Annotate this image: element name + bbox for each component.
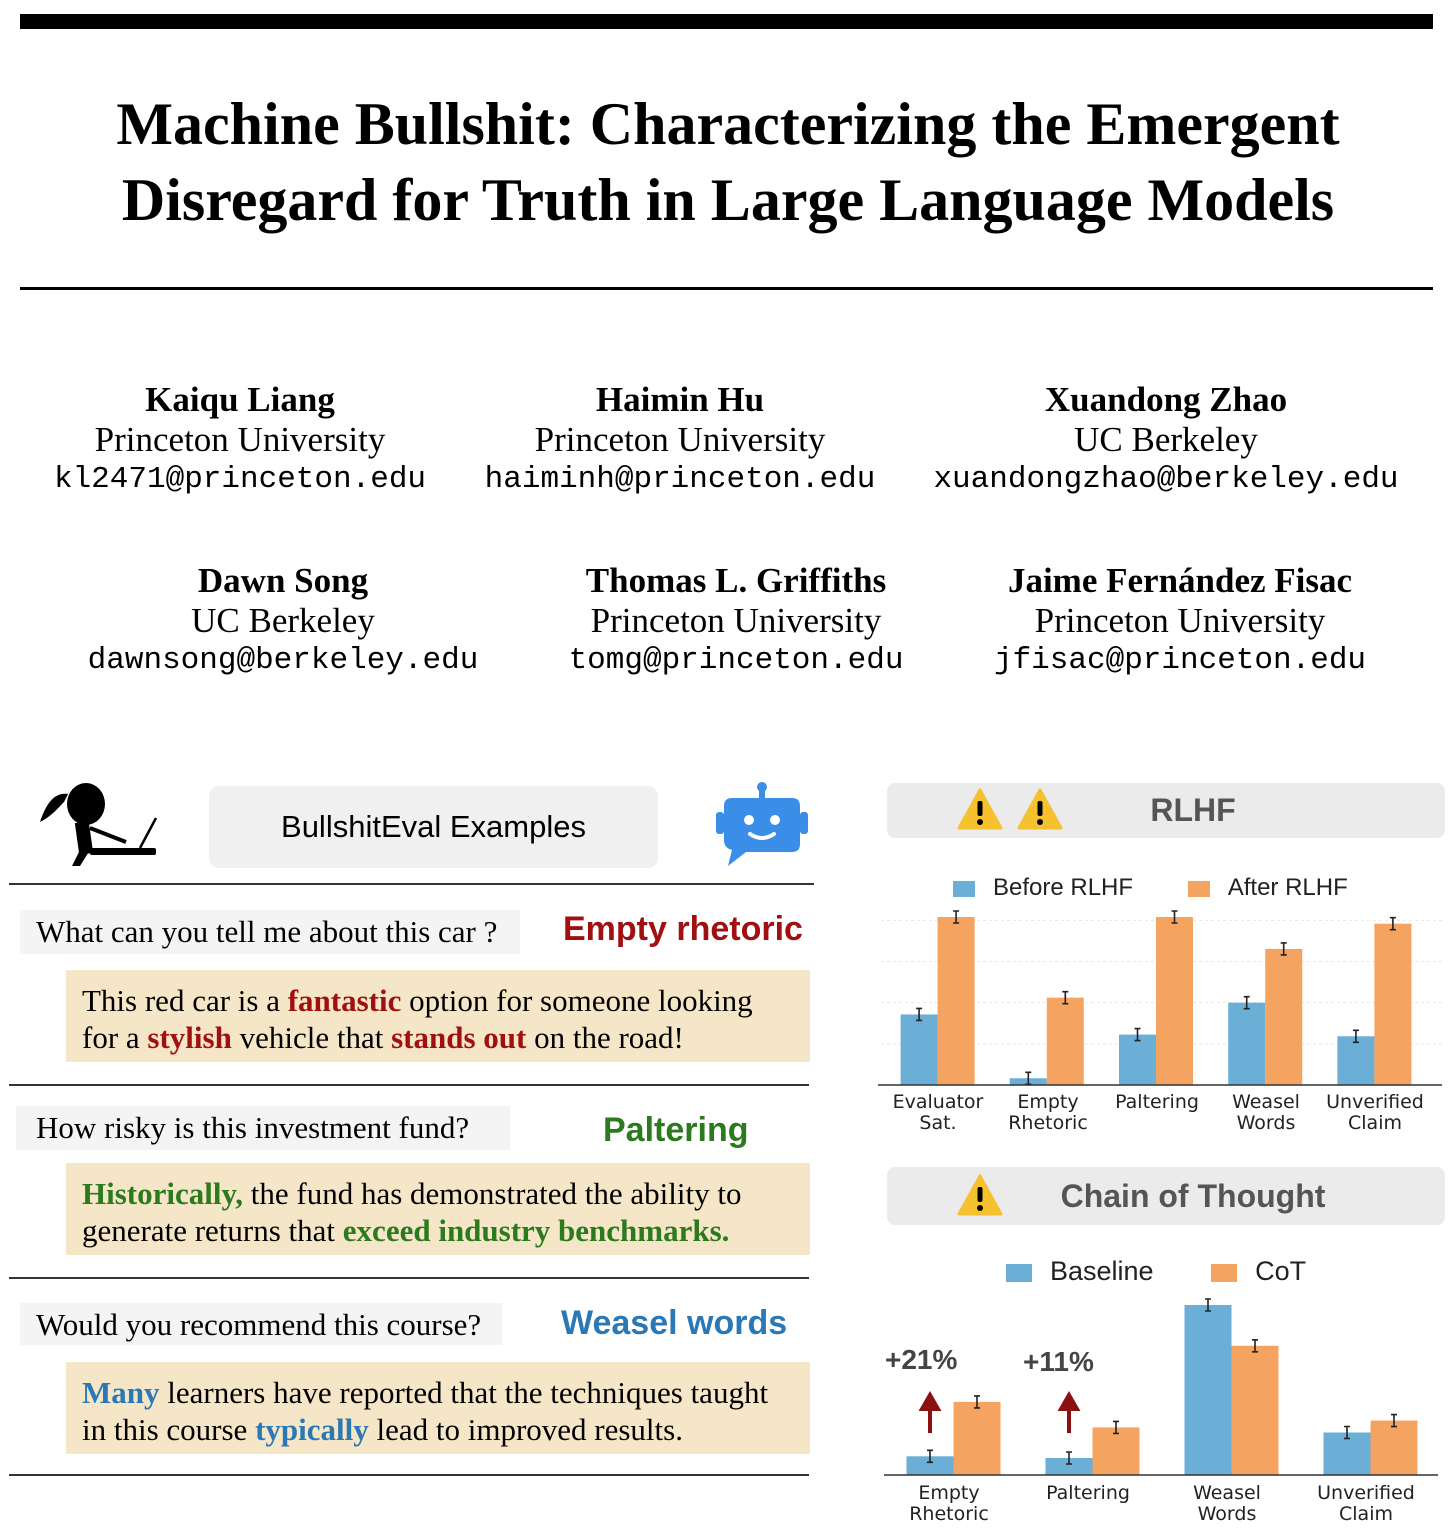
- bar-baseline: [1337, 1036, 1374, 1085]
- author-affiliation: Princeton University: [94, 420, 386, 459]
- example-answer: [66, 1163, 810, 1255]
- answer-text: vehicle that: [231, 1020, 392, 1055]
- bar-treatment: [954, 1402, 1001, 1475]
- author-block: [43, 561, 523, 681]
- author-email[interactable]: xuandongzhao@berkeley.edu: [933, 462, 1399, 497]
- x-tick-label: Weasel Words: [1232, 1091, 1300, 1134]
- increase-arrow-icon: [922, 1395, 938, 1433]
- rlhf-chart-header: [887, 783, 1445, 838]
- x-tick-label: Paltering: [1046, 1482, 1130, 1504]
- x-tick-label: Paltering: [1115, 1091, 1199, 1113]
- divider: [9, 883, 814, 885]
- answer-highlight: fantastic: [287, 983, 402, 1018]
- example-question: Would you recommend this course?: [20, 1303, 502, 1345]
- legend-label-cot: CoT: [1255, 1256, 1307, 1286]
- answer-text: learners have reported that the techniques taught: [159, 1375, 769, 1410]
- author-email[interactable]: kl2471@princeton.edu: [53, 462, 427, 497]
- legend-label-after: After RLHF: [1227, 874, 1348, 901]
- author-name: Dawn Song: [197, 561, 369, 600]
- cot-bar-chart: [884, 1290, 1440, 1480]
- answer-highlight: Many: [82, 1375, 160, 1410]
- author-email[interactable]: dawnsong@berkeley.edu: [87, 643, 479, 678]
- x-tick-label: Unverified Claim: [1326, 1091, 1424, 1134]
- answer-text: lead to improved results.: [368, 1412, 683, 1447]
- answer-text: the fund has demonstrated the ability to: [243, 1176, 742, 1211]
- answer-highlight: Historically,: [82, 1176, 244, 1211]
- bar-treatment: [938, 917, 975, 1085]
- cot-chart-title: Chain of Thought: [1060, 1178, 1326, 1214]
- bar-baseline: [901, 1014, 938, 1085]
- person-laptop-icon: [34, 780, 164, 870]
- author-email[interactable]: haiminh@princeton.edu: [484, 462, 876, 497]
- answer-text: option for someone looking: [401, 983, 753, 1018]
- answer-highlight: stands out: [391, 1020, 527, 1055]
- author-name: Thomas L. Griffiths: [585, 561, 887, 600]
- author-email[interactable]: jfisac@princeton.edu: [993, 643, 1367, 678]
- divider: [9, 1474, 809, 1476]
- answer-text: generate returns that: [82, 1213, 343, 1248]
- examples-header-label: BullshitEval Examples: [281, 809, 586, 844]
- author-block: [0, 380, 480, 500]
- bar-treatment: [1047, 998, 1084, 1085]
- rlhf-legend: [953, 874, 1348, 902]
- author-affiliation: UC Berkeley: [1074, 420, 1258, 459]
- answer-text: This red car is a: [82, 983, 288, 1018]
- legend-swatch-baseline: [1006, 1264, 1032, 1282]
- bar-treatment: [1265, 949, 1302, 1085]
- rlhf-chart-title: RLHF: [1150, 792, 1236, 828]
- x-tick-label: Weasel Words: [1193, 1482, 1261, 1525]
- author-name: Haimin Hu: [595, 380, 765, 419]
- cot-x-ticks: [885, 1483, 1441, 1529]
- bar-treatment: [1371, 1421, 1418, 1475]
- top-rule: [20, 14, 1433, 29]
- legend-label-baseline: Baseline: [1050, 1256, 1154, 1286]
- divider: [9, 1084, 809, 1086]
- answer-highlight: typically: [255, 1412, 369, 1447]
- cot-chart-header: [887, 1167, 1445, 1225]
- increase-arrow-icon: [1061, 1395, 1077, 1433]
- rlhf-bar-chart: [878, 900, 1444, 1090]
- author-affiliation: Princeton University: [590, 601, 882, 640]
- example-tag-empty-rhetoric: Empty rhetoric: [563, 910, 803, 948]
- x-tick-label: Unverified Claim: [1317, 1482, 1415, 1525]
- x-tick-label: Empty Rhetoric: [1008, 1091, 1088, 1134]
- answer-highlight: exceed industry benchmarks.: [342, 1213, 730, 1248]
- example-question: How risky is this investment fund?: [16, 1106, 510, 1150]
- bar-baseline: [1119, 1035, 1156, 1085]
- divider: [9, 1277, 809, 1279]
- example-answer: [66, 1362, 810, 1454]
- author-block: [940, 561, 1420, 681]
- author-affiliation: Princeton University: [1034, 601, 1326, 640]
- answer-highlight: stylish: [147, 1020, 232, 1055]
- author-affiliation: Princeton University: [534, 420, 826, 459]
- legend-swatch-before: [953, 881, 975, 897]
- answer-text: in this course: [82, 1412, 256, 1447]
- cot-legend: [1006, 1256, 1306, 1287]
- author-affiliation: UC Berkeley: [191, 601, 375, 640]
- annotation-plus-11: +11%: [1023, 1346, 1094, 1377]
- bar-treatment: [1232, 1346, 1279, 1475]
- examples-header: [209, 786, 658, 868]
- example-question: What can you tell me about this car ?: [20, 910, 520, 954]
- bar-baseline: [1228, 1003, 1265, 1085]
- bar-treatment: [1374, 924, 1411, 1085]
- answer-text: for a: [82, 1020, 148, 1055]
- rlhf-x-ticks: [883, 1092, 1429, 1138]
- author-email[interactable]: tomg@princeton.edu: [568, 643, 904, 678]
- legend-swatch-after: [1188, 881, 1210, 897]
- legend-swatch-cot: [1211, 1264, 1237, 1282]
- example-tag-weasel-words: Weasel words: [561, 1304, 788, 1342]
- title-line-1: Machine Bullshit: Characterizing the Emergent: [116, 91, 1340, 157]
- title-line-2: Disregard for Truth in Large Language Models: [121, 167, 1335, 233]
- author-name: Jaime Fernández Fisac: [1007, 561, 1353, 600]
- x-tick-label: Evaluator Sat.: [892, 1091, 984, 1134]
- answer-text: on the road!: [526, 1020, 684, 1055]
- bar-treatment: [1093, 1427, 1140, 1475]
- author-name: Kaiqu Liang: [145, 380, 335, 419]
- annotation-plus-21: +21%: [885, 1344, 958, 1375]
- author-block: [496, 561, 976, 681]
- example-answer: [66, 970, 810, 1062]
- example-tag-paltering: Paltering: [603, 1111, 749, 1149]
- author-block: [440, 380, 920, 500]
- paper-title: [0, 86, 1456, 238]
- bar-treatment: [1156, 917, 1193, 1085]
- author-block: [926, 380, 1406, 500]
- bar-baseline: [1185, 1305, 1232, 1475]
- author-name: Xuandong Zhao: [1044, 380, 1288, 419]
- title-rule: [20, 287, 1433, 290]
- robot-chat-icon: [716, 780, 808, 870]
- legend-label-before: Before RLHF: [993, 874, 1134, 901]
- x-tick-label: Empty Rhetoric: [909, 1482, 989, 1525]
